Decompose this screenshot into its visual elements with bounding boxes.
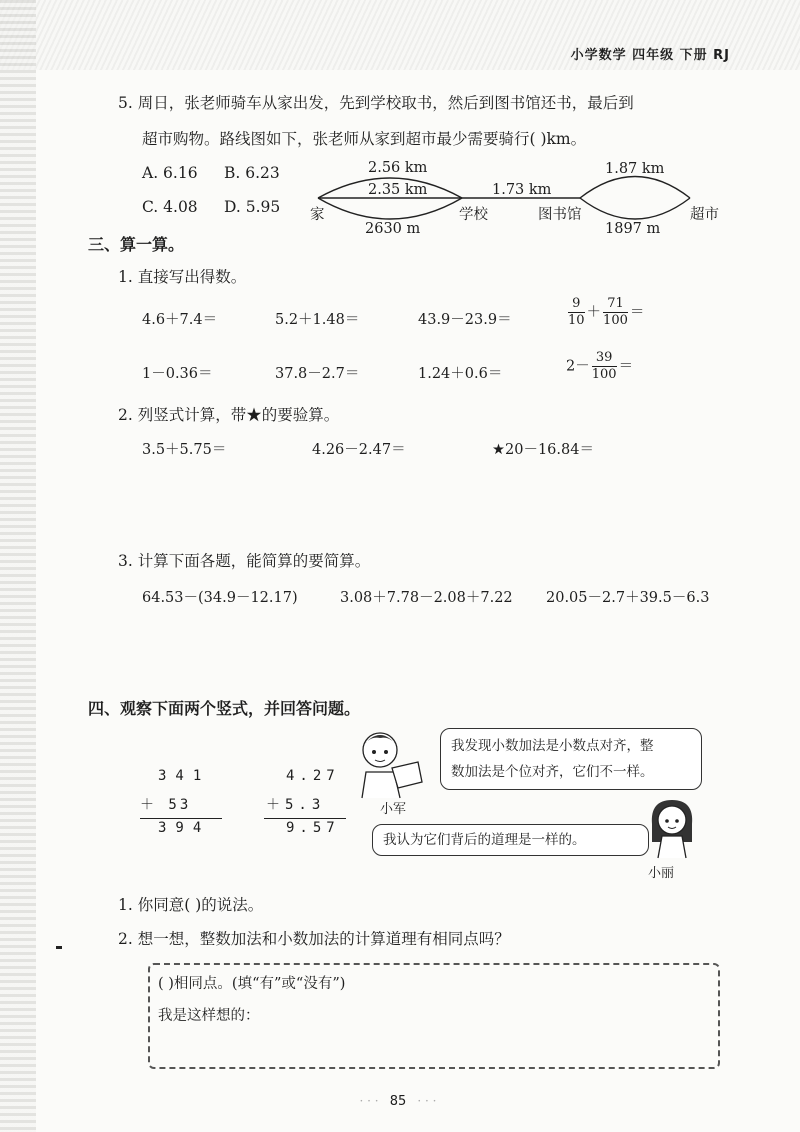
label-market: 超市 <box>690 207 719 223</box>
page-footer <box>350 1090 446 1109</box>
frac-den: 100 <box>591 367 617 382</box>
calc1-result: 394 <box>158 820 211 836</box>
margin-mark <box>56 946 62 949</box>
expr-1: 4.6＋7.4＝ <box>142 312 218 328</box>
calc1-line <box>140 818 222 819</box>
page-number: 85 <box>389 1094 407 1109</box>
calc2-op: ＋5.3 <box>266 797 326 813</box>
speech-bubble-xiaoli <box>372 824 649 856</box>
answer-box-line2: 我是这样想的： <box>158 1008 260 1024</box>
dist-mid-1: 2.35 km <box>368 182 428 198</box>
section3-title: 三、算一算。 <box>88 235 185 254</box>
frac-num: 9 <box>568 296 585 313</box>
op-equals: ＝ <box>618 358 634 375</box>
expr-7: 1.24＋0.6＝ <box>418 366 503 382</box>
route-home-school-bottom <box>318 198 462 219</box>
simplify-3: 20.05－2.7＋39.5－6.3 <box>546 590 710 606</box>
vertical-2: 4.26－2.47＝ <box>312 442 406 458</box>
calc2-result: 9.57 <box>286 820 340 836</box>
route-library-market-bottom <box>580 198 690 219</box>
binding-edge <box>0 0 36 1132</box>
name-xiaoli: 小丽 <box>648 866 675 881</box>
calc2-top: 4.27 <box>286 768 340 784</box>
dist-top-2: 1.87 km <box>605 161 665 177</box>
fraction-9-10 <box>568 296 585 329</box>
dist-library: 1.73 km <box>492 182 552 198</box>
bubble2-text: 我认为它们背后的道理是一样的。 <box>383 832 586 848</box>
label-school: 学校 <box>459 207 488 223</box>
frac-num: 71 <box>603 296 628 313</box>
calc1-top: 341 <box>158 768 211 784</box>
route-library-market-top <box>580 177 690 199</box>
bubble1-line1: 我发现小数加法是小数点对齐，整 <box>451 738 654 754</box>
op-equals: ＝ <box>629 304 645 321</box>
page-header: 小学数学 四年级 下册 RJ <box>570 48 730 63</box>
simplify-1: 64.53－(34.9－12.17) <box>142 590 298 606</box>
section4-title: 四、观察下面两个竖式，并回答问题。 <box>88 699 361 718</box>
calc2-line <box>264 818 346 819</box>
name-xiaojun: 小军 <box>380 802 407 817</box>
op-plus: ＋ <box>586 304 602 321</box>
calc1-op: ＋ 53 <box>140 797 192 813</box>
expr-8 <box>566 350 633 383</box>
frac-den: 10 <box>568 313 585 328</box>
expr-6: 37.8－2.7＝ <box>275 366 360 382</box>
vertical-1: 3.5＋5.75＝ <box>142 442 227 458</box>
expr-8-prefix: 2－ <box>566 358 590 375</box>
option-c: C. 4.08 <box>142 198 198 216</box>
sec3-part3: 3. 计算下面各题，能简算的要简算。 <box>118 552 371 570</box>
speech-bubble-xiaojun <box>440 728 702 790</box>
option-b: B. 6.23 <box>224 164 280 182</box>
sec3-part1: 1. 直接写出得数。 <box>118 268 247 286</box>
dist-top-1: 2.56 km <box>368 160 428 176</box>
option-d: D. 5.95 <box>224 198 281 216</box>
q5-line1: 5. 周日，张老师骑车从家出发，先到学校取书，然后到图书馆还书，最后到 <box>118 94 634 112</box>
frac-num: 39 <box>592 350 617 367</box>
sec3-part2: 2. 列竖式计算，带★的要验算。 <box>118 406 340 424</box>
fraction-39-100 <box>592 350 617 383</box>
frac-den: 100 <box>603 313 628 328</box>
expr-3: 43.9－23.9＝ <box>418 312 512 328</box>
footer-deco-left: · · · <box>359 1094 379 1108</box>
footer-deco-right: · · · <box>417 1094 437 1108</box>
label-library: 图书馆 <box>538 207 582 223</box>
girl-illustration <box>642 796 702 860</box>
sec4-part1: 1. 你同意( )的说法。 <box>118 896 264 914</box>
dist-bottom-2: 1897 m <box>605 221 661 237</box>
expr-4 <box>566 296 644 329</box>
boy-illustration <box>352 728 432 800</box>
simplify-2: 3.08＋7.78－2.08＋7.22 <box>340 590 513 606</box>
q5-line2: 超市购物。路线图如下，张老师从家到超市最少需要骑行( )km。 <box>142 130 587 148</box>
sec4-part2: 2. 想一想，整数加法和小数加法的计算道理有相同点吗？ <box>118 930 510 948</box>
expr-2: 5.2＋1.48＝ <box>275 312 360 328</box>
option-a: A. 6.16 <box>142 164 198 182</box>
fraction-71-100 <box>603 296 628 329</box>
dist-bottom-1: 2630 m <box>365 221 421 237</box>
bubble1-line2: 数加法是个位对齐，它们不一样。 <box>451 764 654 780</box>
expr-5: 1－0.36＝ <box>142 366 213 382</box>
label-home: 家 <box>310 207 325 223</box>
answer-box-line1: ( )相同点。(填“有”或“没有”) <box>158 976 346 992</box>
vertical-3: ★20－16.84＝ <box>492 442 594 458</box>
